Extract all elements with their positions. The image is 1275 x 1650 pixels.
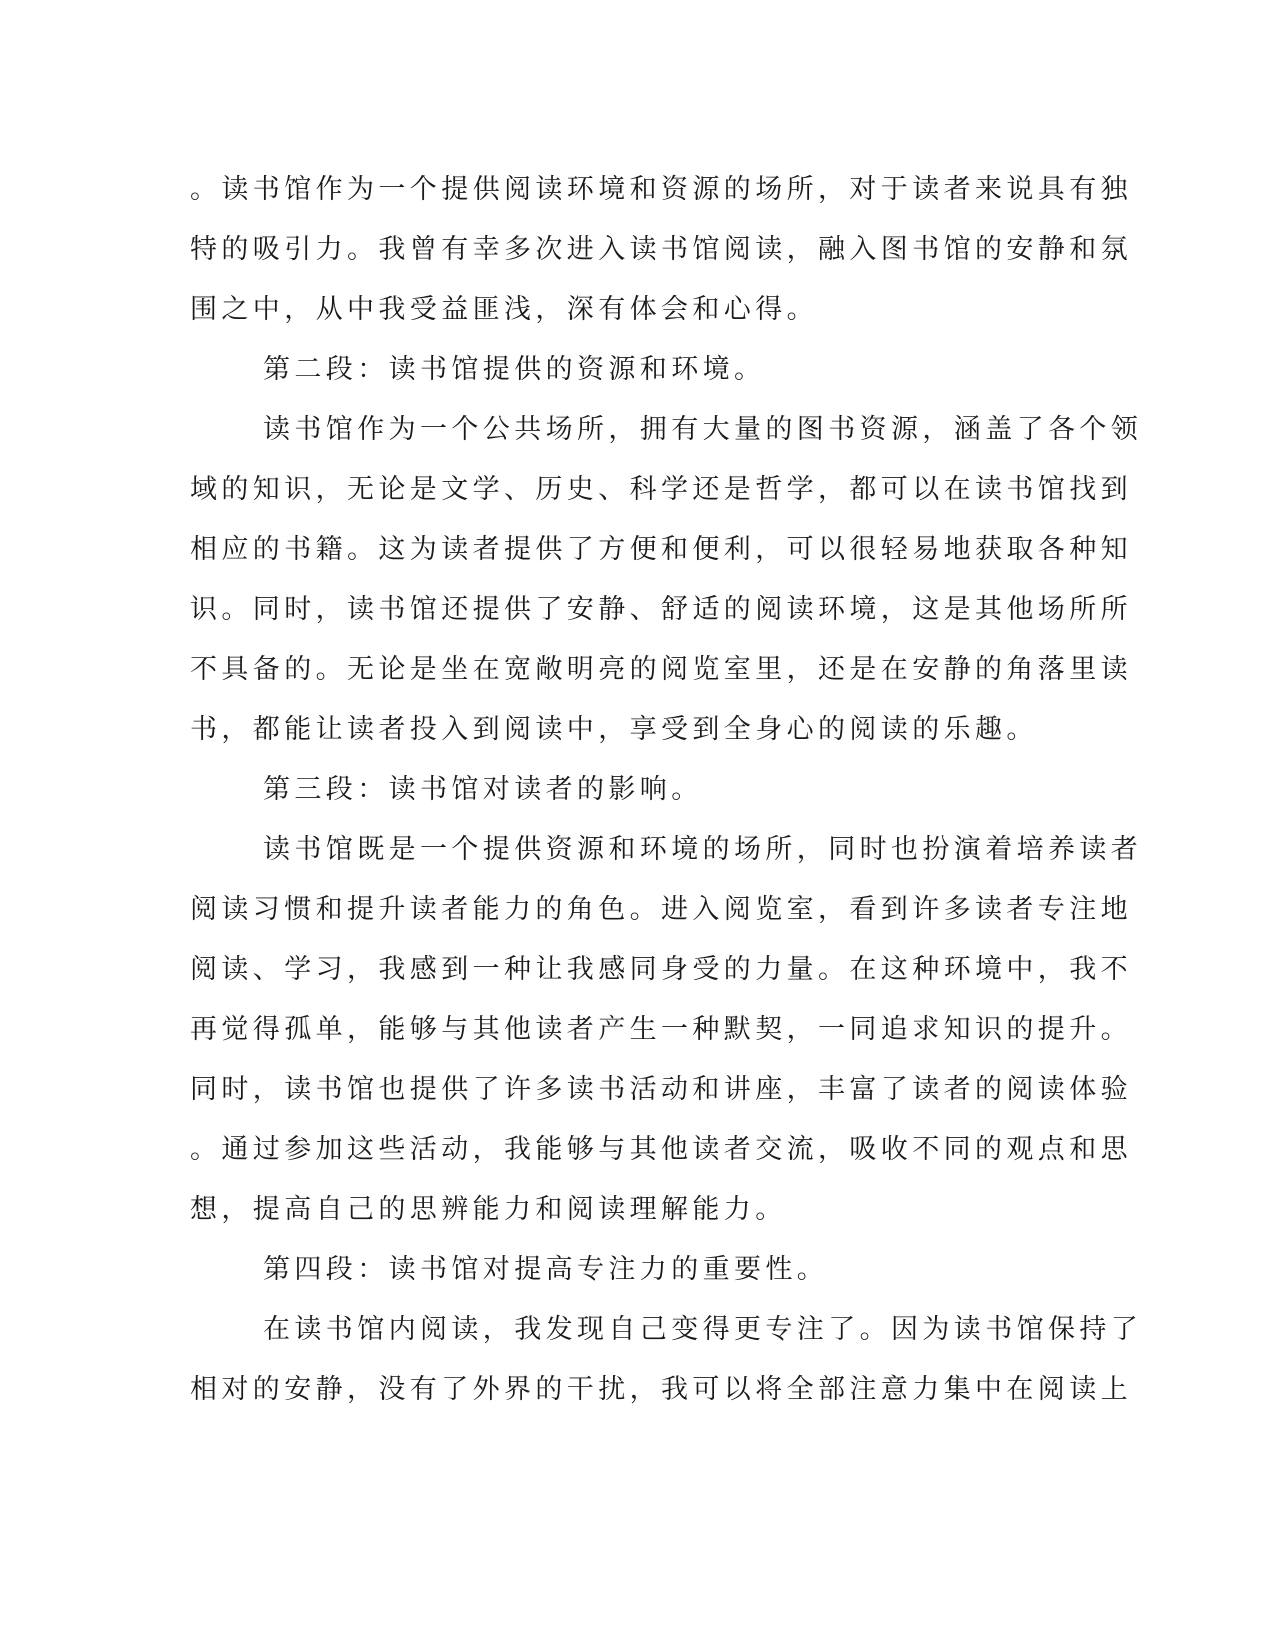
section-heading: 第三段：读书馆对读者的影响。: [263, 774, 703, 805]
paragraph-line: 再觉得孤单，能够与其他读者产生一种默契，一同追求知识的提升。: [190, 1014, 1132, 1045]
paragraph-line: 特的吸引力。我曾有幸多次进入读书馆阅读，融入图书馆的安静和氛: [190, 234, 1132, 265]
paragraph-line: 想，提高自己的思辨能力和阅读理解能力。: [190, 1194, 787, 1225]
paragraph-line: 阅读、学习，我感到一种让我感同身受的力量。在这种环境中，我不: [190, 954, 1132, 985]
paragraph-first-line: 读书馆既是一个提供资源和环境的场所，同时也扮演着培养读者: [263, 834, 1143, 865]
paragraph-line: 相应的书籍。这为读者提供了方便和便利，可以很轻易地获取各种知: [190, 534, 1132, 565]
paragraph-line: 识。同时，读书馆还提供了安静、舒适的阅读环境，这是其他场所所: [190, 594, 1132, 625]
paragraph-line: 相对的安静，没有了外界的干扰，我可以将全部注意力集中在阅读上: [190, 1374, 1132, 1405]
paragraph-line: 不具备的。无论是坐在宽敞明亮的阅览室里，还是在安静的角落里读: [190, 654, 1132, 685]
paragraph-line: 围之中，从中我受益匪浅，深有体会和心得。: [190, 294, 818, 325]
paragraph-line: 域的知识，无论是文学、历史、科学还是哲学，都可以在读书馆找到: [190, 474, 1132, 505]
section-heading: 第二段：读书馆提供的资源和环境。: [263, 354, 766, 385]
document-body: [190, 160, 1143, 1420]
section-heading: 第四段：读书馆对提高专注力的重要性。: [263, 1254, 829, 1285]
paragraph-line: 阅读习惯和提升读者能力的角色。进入阅览室，看到许多读者专注地: [190, 894, 1132, 925]
paragraph-line: 。通过参加这些活动，我能够与其他读者交流，吸收不同的观点和思: [190, 1134, 1132, 1165]
paragraph-line: 。读书馆作为一个提供阅读环境和资源的场所，对于读者来说具有独: [190, 174, 1132, 205]
paragraph-line: 书，都能让读者投入到阅读中，享受到全身心的阅读的乐趣。: [190, 714, 1038, 745]
paragraph-first-line: 读书馆作为一个公共场所，拥有大量的图书资源，涵盖了各个领: [263, 414, 1143, 445]
paragraph-line: 同时，读书馆也提供了许多读书活动和讲座，丰富了读者的阅读体验: [190, 1074, 1132, 1105]
paragraph-first-line: 在读书馆内阅读，我发现自己变得更专注了。因为读书馆保持了: [263, 1314, 1143, 1345]
